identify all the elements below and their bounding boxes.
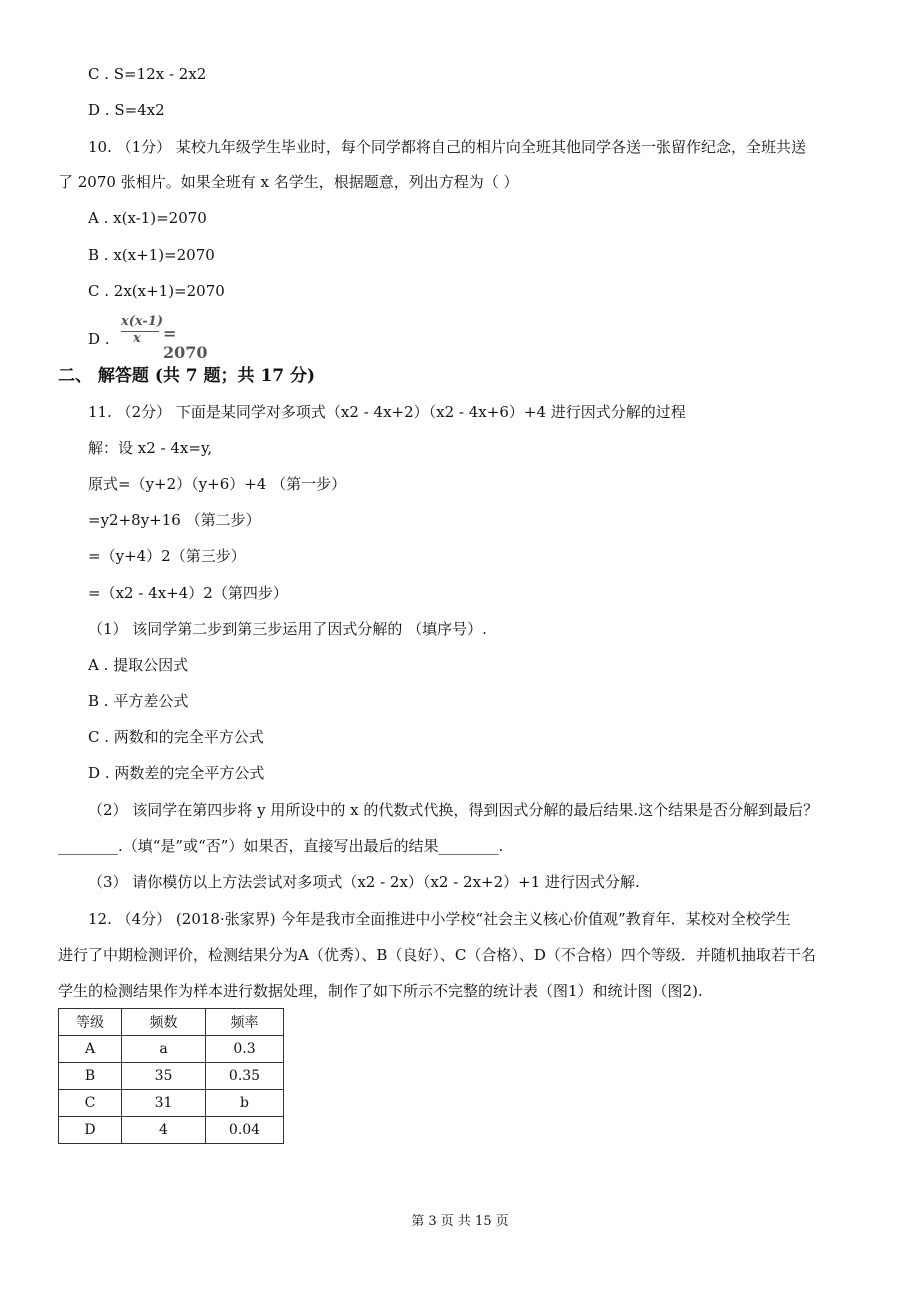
page-footer: 第 3 页 共 15 页 xyxy=(411,1214,509,1229)
table-row xyxy=(59,1117,284,1144)
table-header: 频数 xyxy=(122,1009,206,1036)
table-cell: 35 xyxy=(122,1063,206,1090)
grade-statistics-table xyxy=(58,1008,284,1144)
table-cell: 4 xyxy=(122,1117,206,1144)
fraction-numerator: x(x-1) xyxy=(121,314,164,329)
table-cell: D xyxy=(59,1117,122,1144)
solution-step3: =（y+4）2（第三步） xyxy=(88,547,246,565)
subquestion-2-line2: ________.（填“是”或“否”）如果否，直接写出最后的结果________. xyxy=(58,837,504,855)
table-cell: 0.35 xyxy=(206,1063,284,1090)
option-c-q10: C . 2x(x+1)=2070 xyxy=(88,282,225,300)
table-cell: a xyxy=(122,1036,206,1063)
question-10-line1: 10. （1分） 某校九年级学生毕业时，每个同学都将自己的相片向全班其他同学各送一张留作纪念，全班共送 xyxy=(88,138,806,156)
question-12-line2: 进行了中期检测评价，检测结果分为A（优秀）、B（良好）、C（合格）、D（不合格）四个等级．并随机抽取若干名 xyxy=(58,946,816,964)
question-11-stem: 11. （2分） 下面是某同学对多项式（x2 - 4x+2）（x2 - 4x+6）+4 进行因式分解的过程 xyxy=(88,403,686,421)
subquestion-3: （3） 请你模仿以上方法尝试对多项式（x2 - 2x）（x2 - 2x+2）+1 进行因式分解. xyxy=(88,873,640,891)
question-10-line2: 了 2070 张相片。如果全班有 x 名学生，根据题意，列出方程为（ ） xyxy=(58,173,519,191)
option-a-q10: A . x(x-1)=2070 xyxy=(88,209,207,227)
solution-step1: 原式=（y+2）（y+6）+4 （第一步） xyxy=(88,475,347,493)
option-b-q10: B . x(x+1)=2070 xyxy=(88,246,215,264)
table-cell: 0.04 xyxy=(206,1117,284,1144)
subquestion-1: （1） 该同学第二步到第三步运用了因式分解的 （填序号）. xyxy=(88,620,487,638)
table-cell: b xyxy=(206,1090,284,1117)
option-a-q11: A . 提取公因式 xyxy=(88,656,189,674)
option-d-q9: D . S=4x2 xyxy=(88,101,165,119)
table-cell: 31 xyxy=(122,1090,206,1117)
option-b-q11: B . 平方差公式 xyxy=(88,692,189,710)
option-d-q10: D . xyxy=(88,330,110,348)
solution-step2: =y2+8y+16 （第二步） xyxy=(88,511,261,529)
subquestion-2-line1: （2） 该同学在第四步将 y 用所设中的 x 的代数式代换，得到因式分解的最后结果.这个结果是否分解到最后？ xyxy=(88,801,819,819)
fraction-formula xyxy=(119,314,219,362)
table-row xyxy=(59,1090,284,1117)
table-cell: A xyxy=(59,1036,122,1063)
option-c-q11: C . 两数和的完全平方公式 xyxy=(88,728,264,746)
fraction-denominator: x xyxy=(133,331,141,346)
table-header-row xyxy=(59,1009,284,1036)
option-d-q11: D . 两数差的完全平方公式 xyxy=(88,764,265,782)
option-c-q9: C . S=12x - 2x2 xyxy=(88,65,207,83)
table-cell: B xyxy=(59,1063,122,1090)
table-row xyxy=(59,1036,284,1063)
fraction-rhs: = 2070 xyxy=(163,324,208,362)
section-heading: 二、 解答题 (共 7 题；共 17 分) xyxy=(58,366,316,386)
solution-step4: =（x2 - 4x+4）2（第四步） xyxy=(88,584,288,602)
table-cell: C xyxy=(59,1090,122,1117)
table-row xyxy=(59,1063,284,1090)
solution-line: 解：设 x2 - 4x=y, xyxy=(88,439,213,457)
table-cell: 0.3 xyxy=(206,1036,284,1063)
question-12-line1: 12. （4分） (2018·张家界) 今年是我市全面推进中小学校“社会主义核心价值观”教育年．某校对全校学生 xyxy=(88,910,791,928)
table-header: 频率 xyxy=(206,1009,284,1036)
table-header: 等级 xyxy=(59,1009,122,1036)
question-12-line3: 学生的检测结果作为样本进行数据处理，制作了如下所示不完整的统计表（图1）和统计图（图2). xyxy=(58,982,703,1000)
